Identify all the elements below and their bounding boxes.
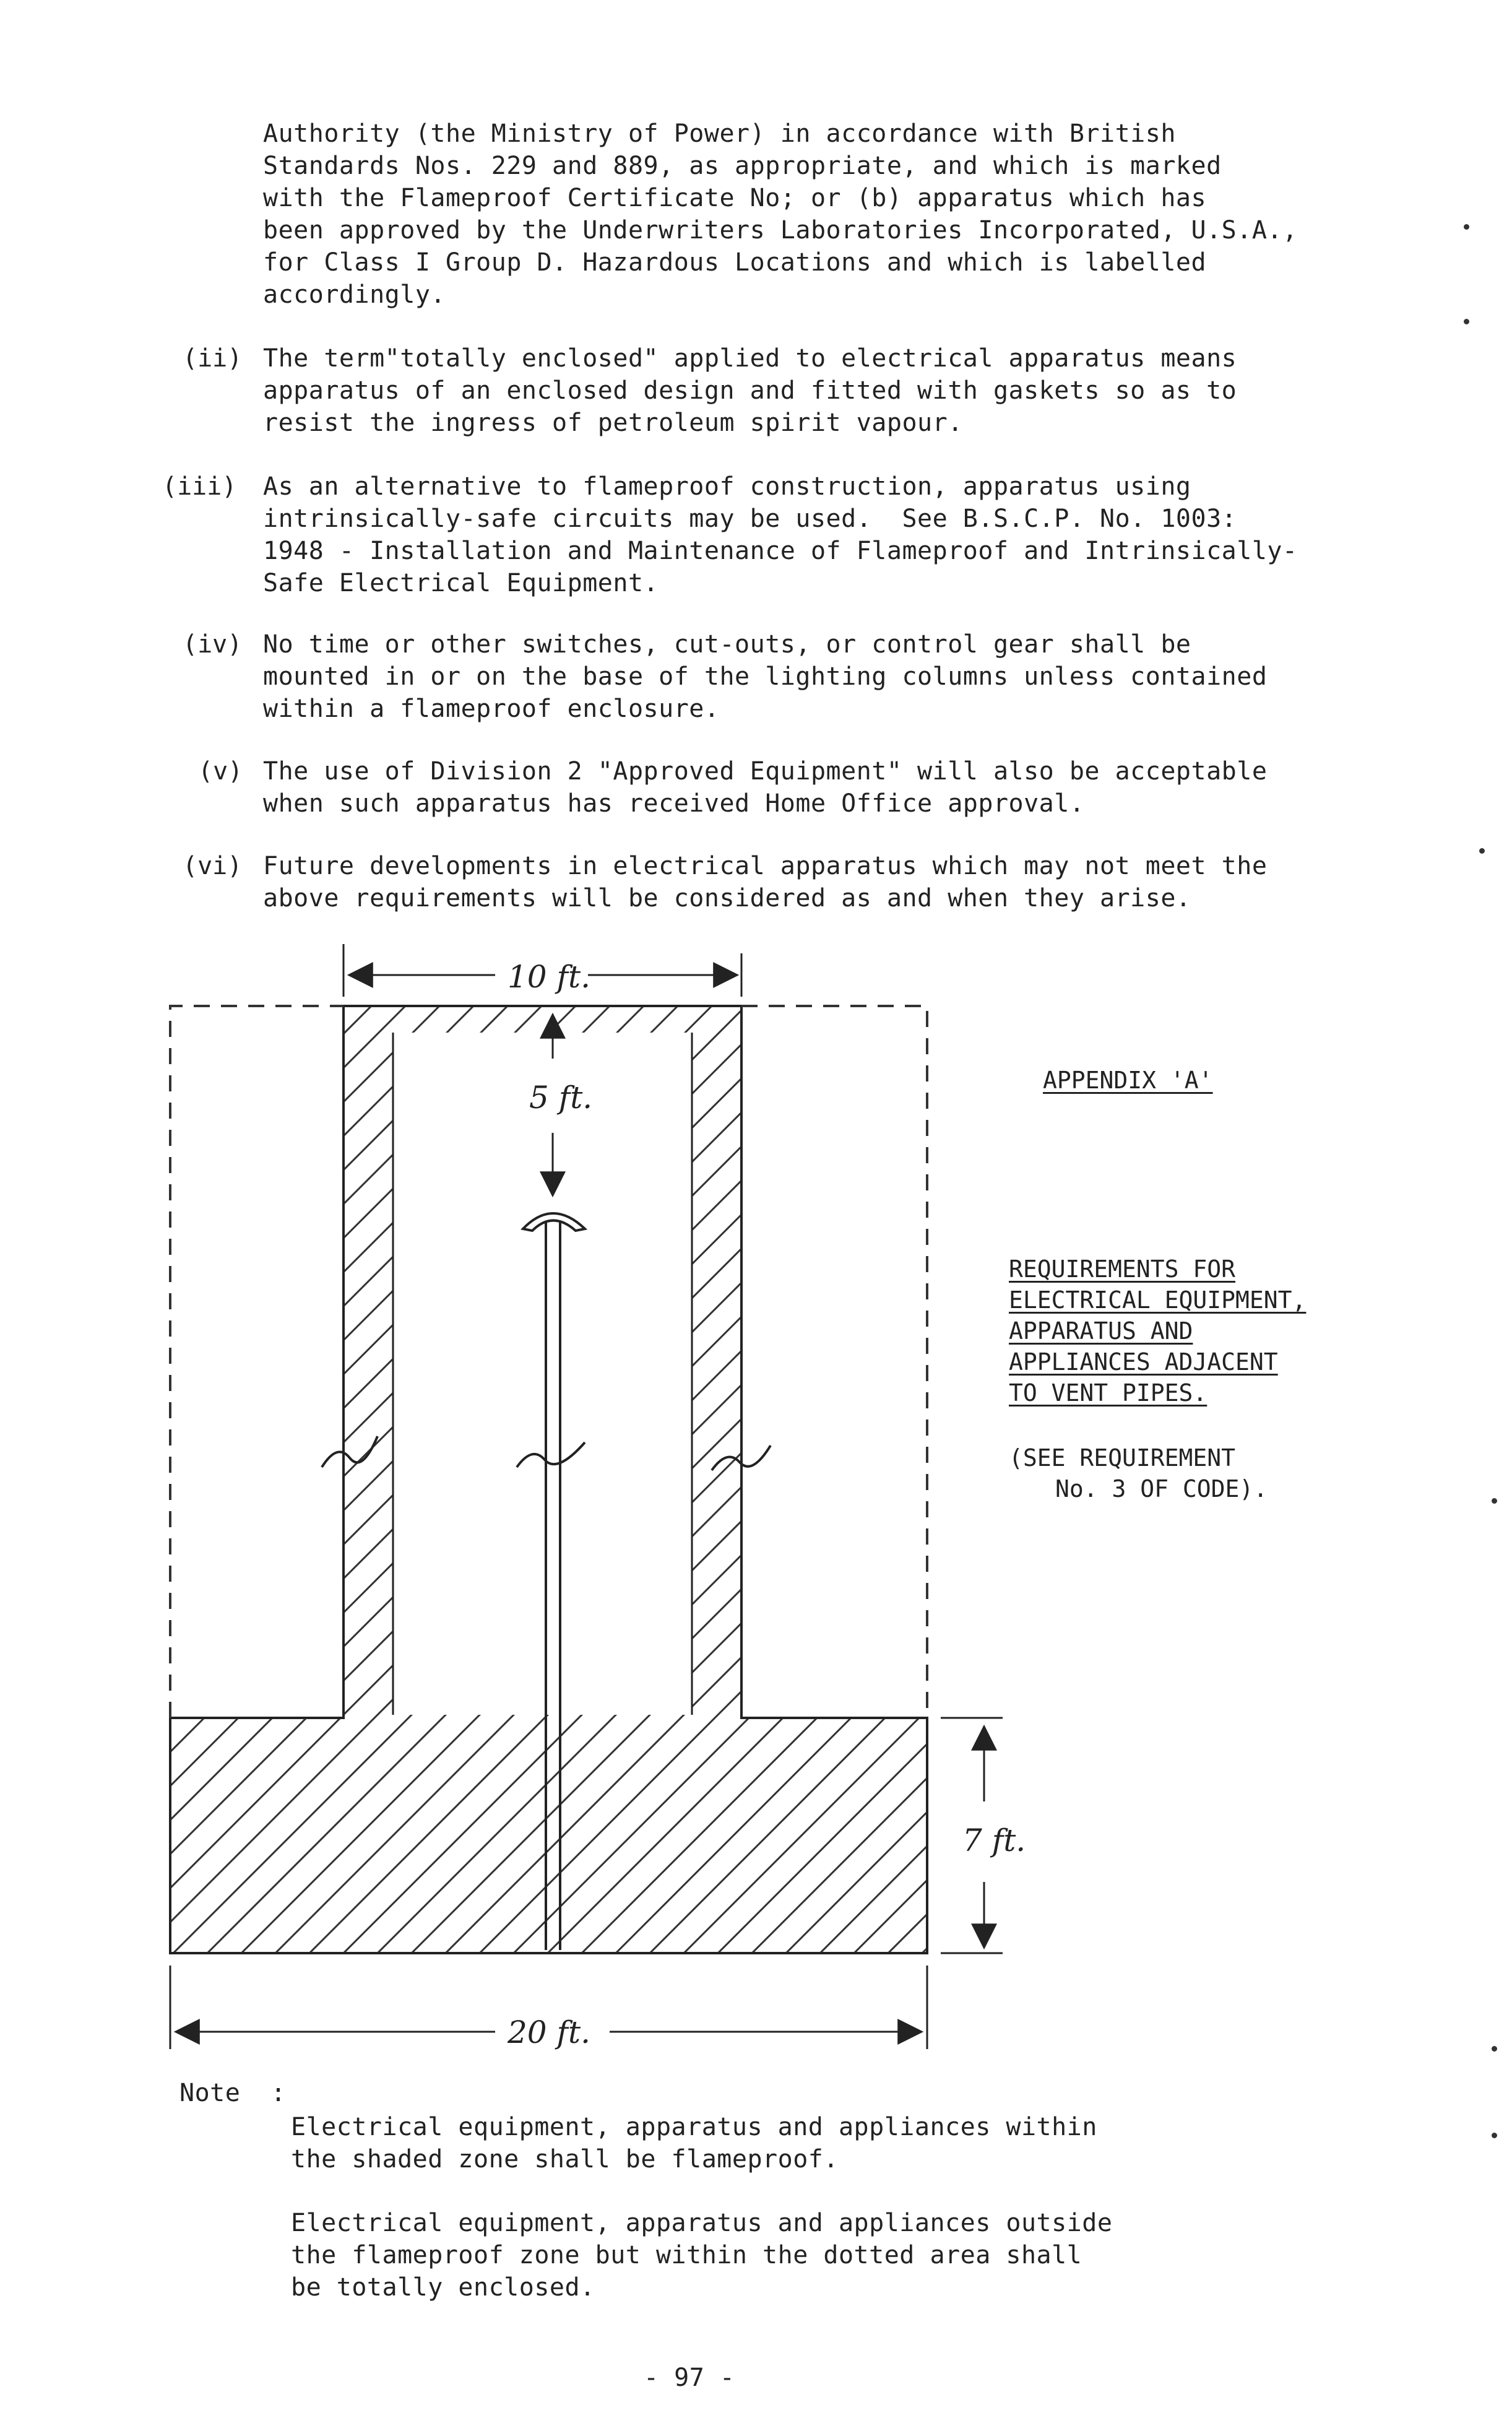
page-number: - 97 - — [644, 2364, 735, 2392]
hatch-line — [0, 990, 761, 1981]
item-number: (v) — [198, 757, 243, 786]
hatch-line — [0, 990, 931, 1981]
intro-line: accordingly. — [263, 280, 446, 309]
hatch-line — [1473, 990, 1512, 1981]
hatch-line — [0, 990, 727, 1981]
hatch-line — [1235, 990, 1512, 1981]
item-number: (vi) — [183, 852, 243, 880]
note-line: the flameproof zone but within the dotted area shall — [291, 2241, 1082, 2269]
hatch-line — [0, 990, 12, 1981]
dim-pipe-label: 5 ft. — [529, 1080, 593, 1116]
shaded-zone-hatching — [0, 990, 1512, 1981]
item-line: mounted in or on the base of the lighting columns unless contained — [263, 662, 1268, 691]
appendix-heading-line: REQUIREMENTS FOR — [1009, 1255, 1236, 1283]
hatch-line — [554, 990, 1512, 1981]
hatch-line — [0, 990, 285, 1981]
hatch-line — [0, 990, 591, 1981]
appendix-title: APPENDIX 'A' — [1043, 1067, 1213, 1094]
scan-speck — [1492, 2133, 1497, 2138]
item-line: 1948 - Installation and Maintenance of Flameproof and Intrinsically- — [263, 537, 1298, 565]
hatch-line — [0, 990, 693, 1981]
hatch-line — [0, 990, 795, 1981]
vent-pipe — [523, 1213, 585, 1950]
hatch-line — [1269, 990, 1512, 1981]
intro-line: with the Flameproof Certificate No; or (b) apparatus which has — [263, 184, 1207, 212]
note-label: Note : — [179, 2079, 287, 2107]
hatch-line — [43, 990, 1034, 1981]
item-line: No time or other switches, cut-outs, or control gear shall be — [263, 630, 1191, 659]
note-line: be totally enclosed. — [291, 2273, 595, 2302]
hatch-line — [0, 990, 319, 1981]
hatch-line — [1507, 990, 1512, 1981]
item-number: (ii) — [183, 344, 243, 373]
hatch-line — [0, 990, 523, 1981]
item-line: The term"totally enclosed" applied to electrical apparatus means — [263, 344, 1237, 373]
item-line: when such apparatus has received Home Office approval. — [263, 789, 1085, 818]
hatch-line — [0, 990, 80, 1981]
hatch-line — [0, 990, 829, 1981]
dim-bottom-label: 20 ft. — [508, 2014, 591, 2050]
flameproof-zone-outline — [170, 1006, 927, 1953]
hatch-line — [77, 990, 1068, 1981]
appendix-heading-line: TO VENT PIPES. — [1009, 1379, 1207, 1407]
hatch-line — [1405, 990, 1512, 1981]
hatch-line — [0, 990, 489, 1981]
scan-speck — [1492, 1498, 1497, 1504]
note-line: Electrical equipment, apparatus and appliances within — [291, 2113, 1097, 2141]
scan-speck — [1464, 224, 1469, 230]
appendix-see-line: (SEE REQUIREMENT — [1009, 1444, 1236, 1472]
hatch-line — [1337, 990, 1512, 1981]
intro-line: for Class I Group D. Hazardous Locations and which is labelled — [263, 248, 1207, 277]
dim-top-label: 10 ft. — [508, 959, 591, 995]
hatch-line — [0, 990, 421, 1981]
item-line: above requirements will be considered as and when they arise. — [263, 884, 1191, 912]
hatch-line — [0, 990, 455, 1981]
item-line: Safe Electrical Equipment. — [263, 569, 659, 597]
appendix-see-line: No. 3 OF CODE). — [1055, 1475, 1268, 1502]
appendix-heading-line: APPARATUS AND — [1009, 1317, 1193, 1345]
scan-speck — [1479, 848, 1485, 854]
hatch-line — [0, 990, 217, 1981]
item-line: apparatus of an enclosed design and fitted with gaskets so as to — [263, 376, 1237, 405]
hatch-line — [1439, 990, 1512, 1981]
scan-speck — [1464, 319, 1469, 324]
hatch-line — [1303, 990, 1512, 1981]
appendix-heading-line: ELECTRICAL EQUIPMENT, — [1009, 1286, 1307, 1314]
intro-line: Authority (the Ministry of Power) in accordance with British — [263, 119, 1176, 148]
hatch-line — [111, 990, 1102, 1981]
item-line: As an alternative to flameproof construction, apparatus using — [263, 472, 1191, 501]
item-line: Future developments in electrical apparatus which may not meet the — [263, 852, 1268, 880]
intro-line: Standards Nos. 229 and 889, as appropriate, and which is marked — [263, 152, 1222, 180]
hatch-line — [0, 990, 557, 1981]
appendix-heading-line: APPLIANCES ADJACENT — [1009, 1348, 1278, 1376]
dim-side-label: 7 ft. — [962, 1823, 1026, 1858]
item-line: intrinsically-safe circuits may be used. See B.S.C.P. No. 1003: — [263, 505, 1237, 533]
scan-speck — [1492, 2046, 1497, 2052]
item-line: resist the ingress of petroleum spirit vapour. — [263, 409, 963, 437]
hatch-line — [1371, 990, 1512, 1981]
item-number: (iii) — [162, 472, 237, 501]
hatch-line — [0, 990, 46, 1981]
hatch-line — [0, 990, 897, 1981]
hatch-line — [588, 990, 1512, 1981]
hatch-line — [0, 990, 863, 1981]
hatch-line — [0, 990, 114, 1981]
item-number: (iv) — [183, 630, 243, 659]
hatch-line — [0, 990, 966, 1981]
note-line: Electrical equipment, apparatus and appliances outside — [291, 2209, 1113, 2237]
hatch-line — [9, 990, 1000, 1981]
intro-line: been approved by the Underwriters Laboratories Incorporated, U.S.A., — [263, 216, 1298, 245]
note-line: the shaded zone shall be flameproof. — [291, 2145, 839, 2174]
hatch-line — [0, 990, 183, 1981]
hatch-line — [452, 990, 1442, 1981]
hatch-line — [0, 990, 353, 1981]
item-line: within a flameproof enclosure. — [263, 695, 720, 723]
hatch-line — [0, 990, 149, 1981]
hatch-line — [0, 990, 251, 1981]
item-line: The use of Division 2 "Approved Equipment" will also be acceptable — [263, 757, 1268, 786]
